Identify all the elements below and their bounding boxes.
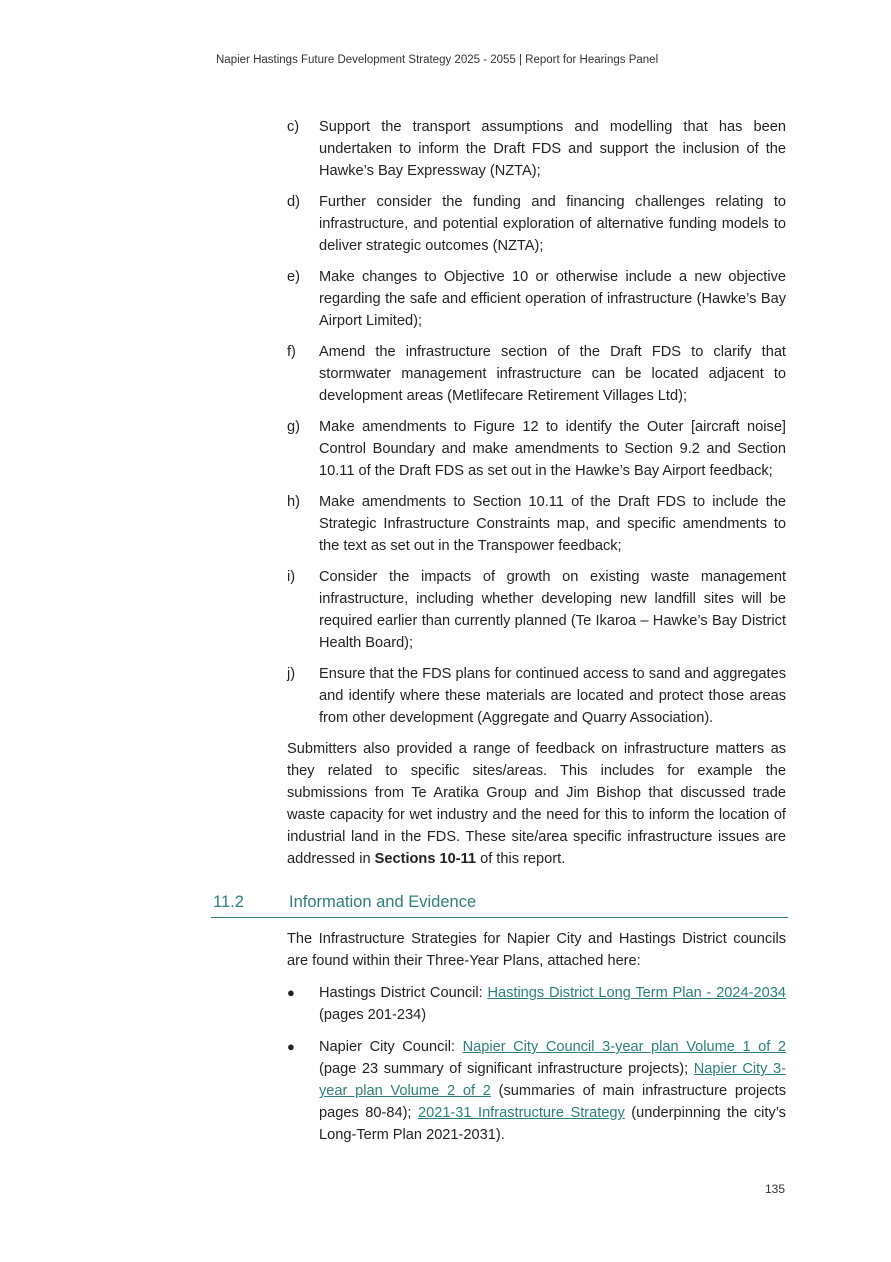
section-heading [211, 890, 788, 918]
section-number: 11.2 [213, 893, 244, 911]
section-title: Information and Evidence [289, 893, 477, 911]
list-item [287, 416, 786, 482]
bullet-icon: ● [287, 985, 295, 1000]
bullet-suffix: (pages 201-234) [319, 1007, 427, 1023]
council-name: Napier City Council: [319, 1039, 463, 1055]
list-item-text: Consider the impacts of growth on existing waste management infrastructure, including whether developing new landfill sites will be required earlier than currently planned (Te Ikaroa – Hawke’s Bay District Health Board); [319, 569, 786, 651]
bullet-item-hastings [287, 982, 786, 1026]
submitters-text-end: of this report. [476, 851, 566, 867]
page-number: 135 [765, 1182, 786, 1196]
napier-plan-vol2-link[interactable]: Napier City 3-year plan Volume 2 of 2 [319, 1061, 786, 1099]
list-item-label: c) [287, 119, 300, 135]
list-item-text: Ensure that the FDS plans for continued access to sand and aggregates and identify where these materials are located and protect those areas from other development (Aggregate and Quarry Association). [319, 666, 786, 726]
infrastructure-strategy-link[interactable]: 2021-31 Infrastructure Strategy [417, 1105, 625, 1121]
list-item [287, 116, 786, 182]
bullet-item-napier [287, 1036, 786, 1146]
list-item-label: e) [287, 269, 300, 285]
napier-plan-vol1-link[interactable]: Napier City Council 3-year plan Volume 1 of 2 [462, 1039, 786, 1055]
list-item [287, 341, 786, 407]
list-item-label: f) [287, 344, 296, 360]
list-item-text: Amend the infrastructure section of the Draft FDS to clarify that stormwater management infrastructure can be located adjacent to development areas (Metlifecare Retirement Villages Ltd); [319, 344, 786, 404]
list-item [287, 266, 786, 332]
list-item-label: h) [287, 494, 300, 510]
list-item [287, 663, 786, 729]
info-intro: The Infrastructure Strategies for Napier City and Hastings District councils are found within their Three-Year Plans, attached here: [287, 931, 786, 969]
list-item-label: i) [287, 569, 296, 585]
hastings-ltp-link[interactable]: Hastings District Long Term Plan - 2024-2034 [487, 985, 786, 1001]
list-item-text: Make amendments to Section 10.11 of the Draft FDS to include the Strategic Infrastructure Constraints map, and specific amendments to the text as set out in the Transpower feedback; [319, 494, 786, 554]
list-item-text: Make changes to Objective 10 or otherwise include a new objective regarding the safe and efficient operation of infrastructure (Hawke’s Bay Airport Limited); [319, 269, 786, 329]
council-name: Hastings District Council: [319, 985, 488, 1001]
list-item-text: Support the transport assumptions and modelling that has been undertaken to inform the Draft FDS and support the inclusion of the Hawke’s Bay Expressway (NZTA); [319, 119, 786, 179]
list-item-text: Make amendments to Figure 12 to identify the Outer [aircraft noise] Control Boundary and make amendments to Section 9.2 and Section 10.11 of the Draft FDS as set out in the Hawke’s Bay Airport feedback; [319, 419, 786, 479]
list-item [287, 491, 786, 557]
list-item-text: Further consider the funding and financing challenges relating to infrastructure, and potential exploration of alternative funding models to deliver strategic outcomes (NZTA); [319, 194, 786, 254]
bullet-mid-text: (page 23 summary of significant infrastructure projects); [319, 1061, 694, 1077]
list-item-label: d) [287, 194, 300, 210]
information-content [287, 928, 786, 1146]
bullet-text [319, 1036, 786, 1146]
submitters-text: Submitters also provided a range of feedback on infrastructure matters as they related to specific sites/areas. This includes for example the submissions from Te Aratika Group and Jim Bishop that discussed trade waste capacity for wet industry and the need for this to inform the location of industrial land in the FDS. These site/area specific infrastructure issues are addressed in [287, 741, 786, 867]
list-item-label: j) [287, 666, 296, 682]
sections-reference: Sections 10-11 [374, 851, 477, 867]
bullet-suffix: (underpinning the city’s Long-Term Plan 2021-2031). [319, 1105, 786, 1143]
bullet-icon: ● [287, 1039, 295, 1054]
running-header: Napier Hastings Future Development Strategy 2025 - 2055 | Report for Hearings Panel [216, 54, 659, 66]
submitters-paragraph [287, 738, 786, 870]
main-content [287, 116, 786, 870]
list-item [287, 191, 786, 257]
bullet-text [319, 982, 786, 1026]
list-item-label: g) [287, 419, 300, 435]
bullet-mid-text: (summaries of main infrastructure projects pages 80-84); [319, 1083, 786, 1121]
list-item [287, 566, 786, 654]
